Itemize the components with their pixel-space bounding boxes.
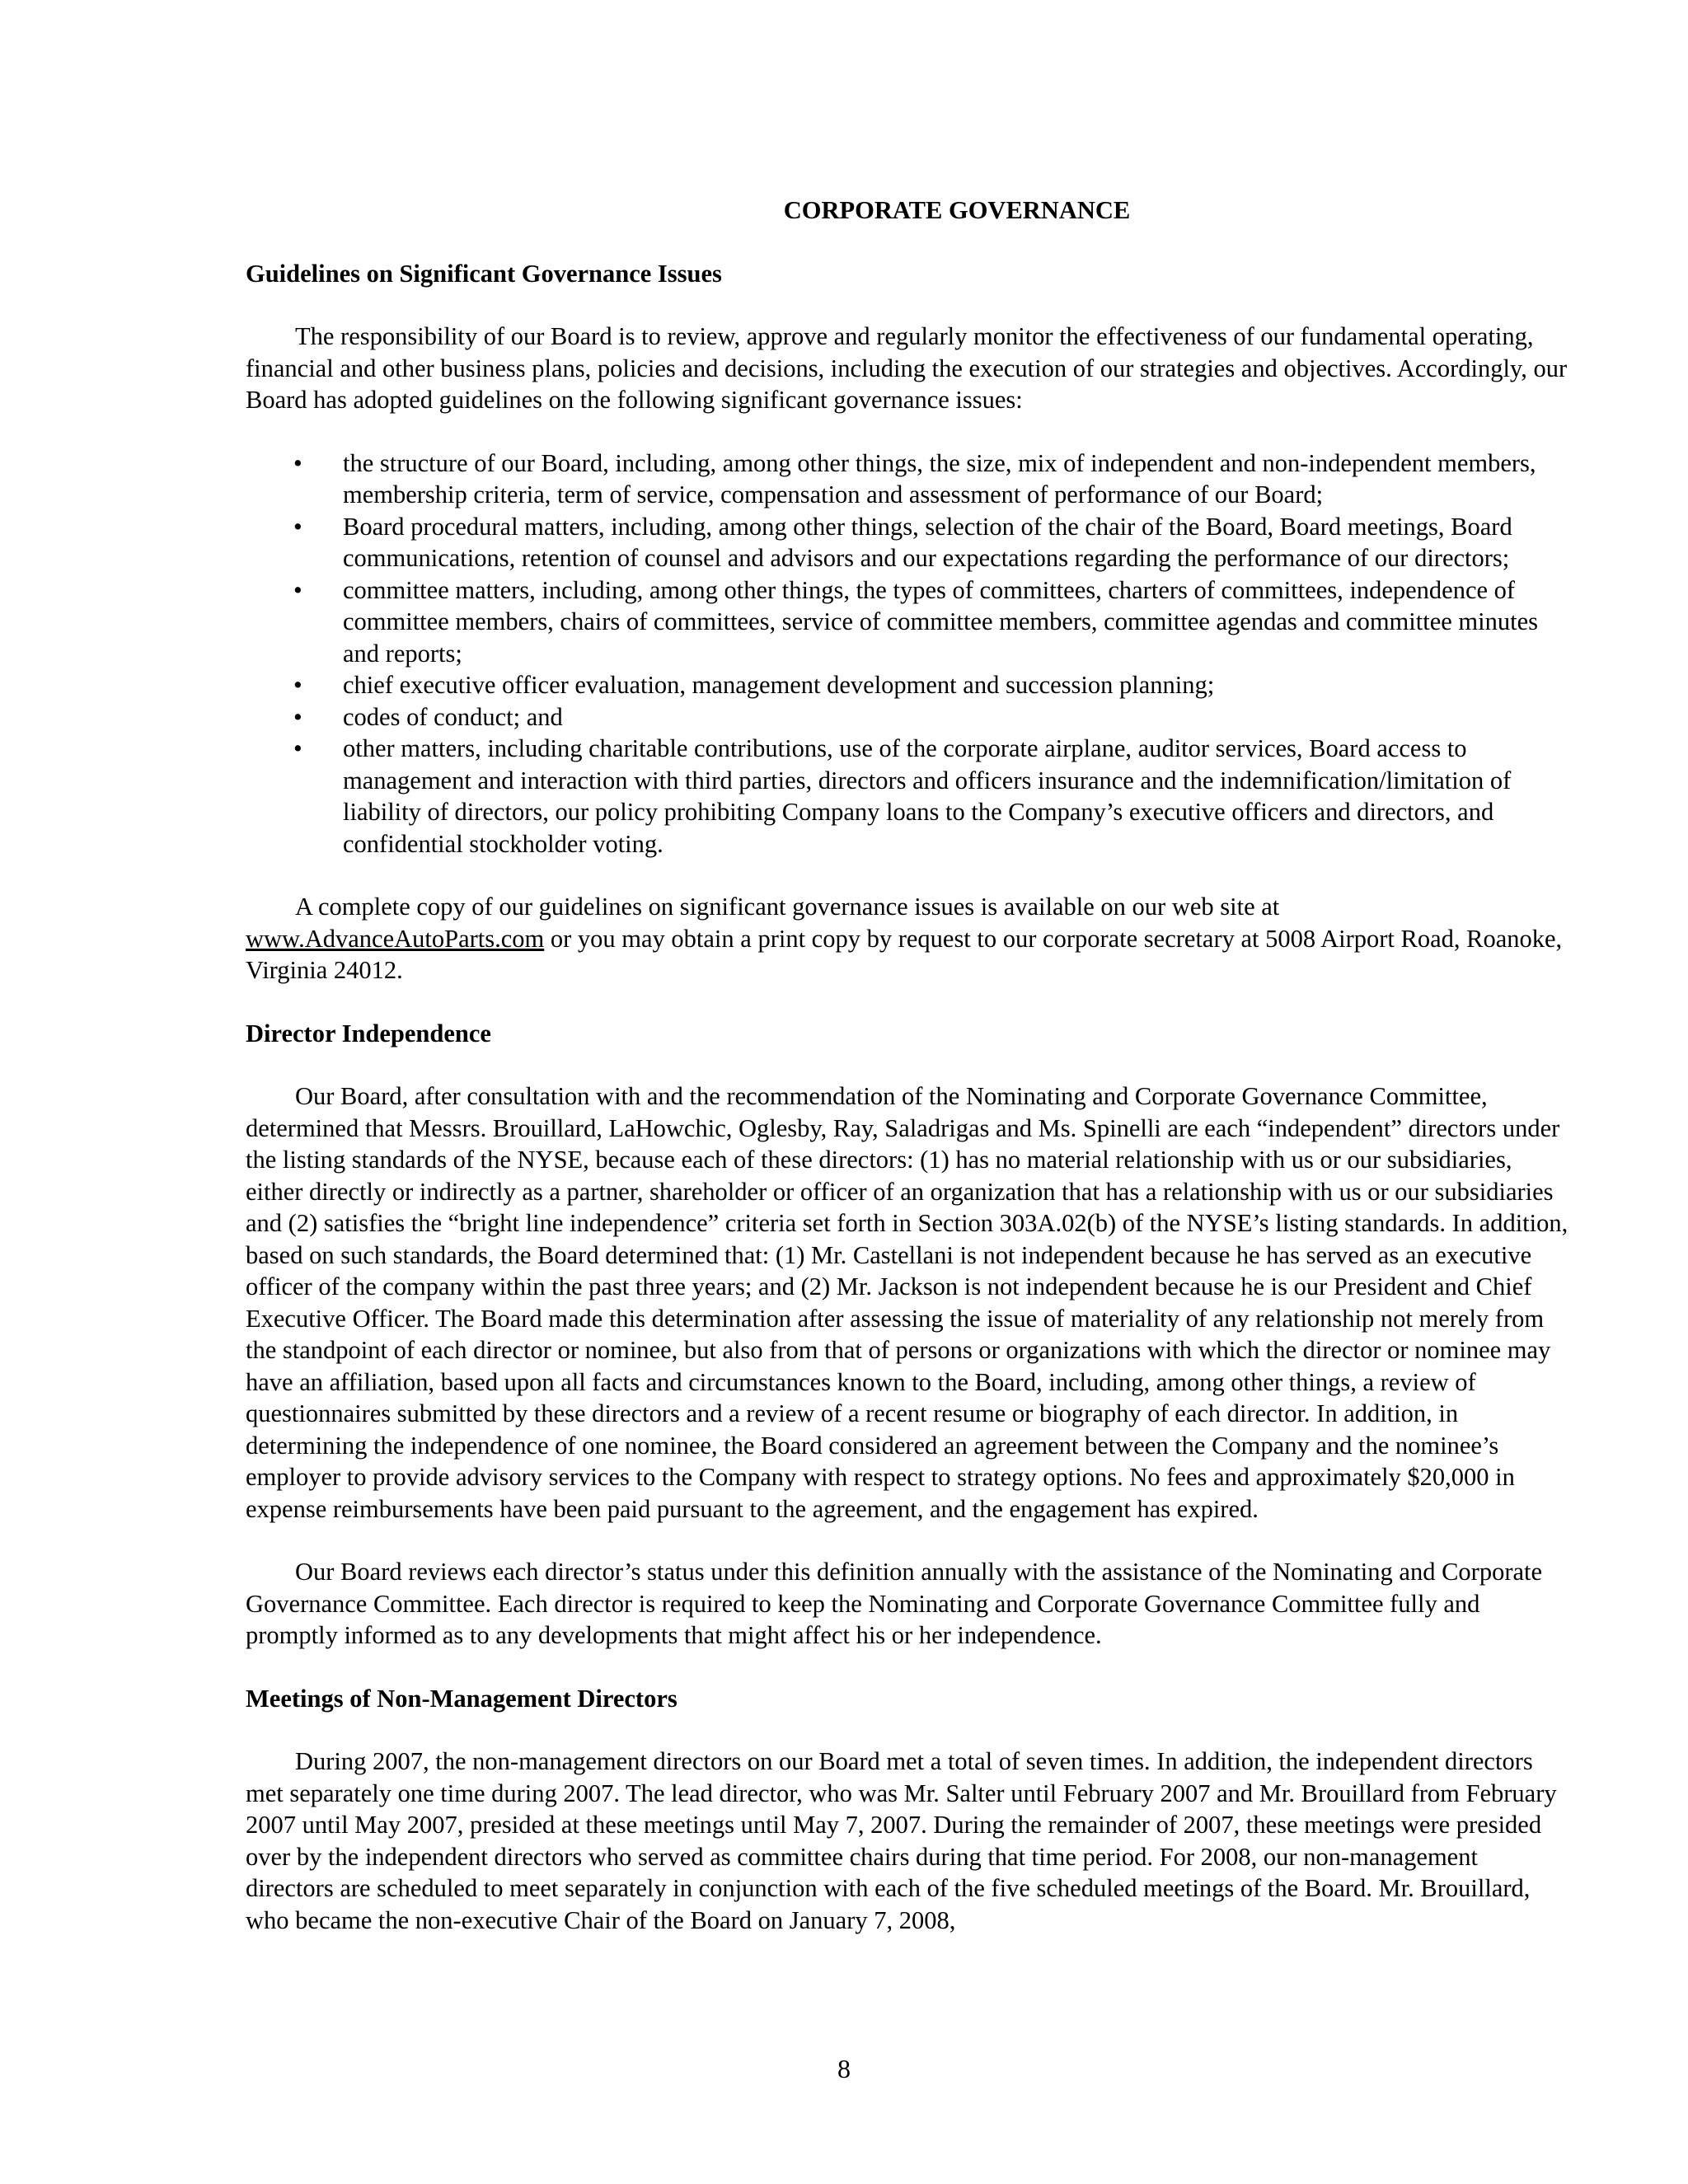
- section-heading-meetings: Meetings of Non-Management Directors: [246, 1684, 678, 1713]
- guidelines-copy-paragraph: [246, 891, 1569, 987]
- copy-suffix-text: or you may obtain a print copy by request to our corporate secretary at 5008 Airport Road, Roanoke, Virginia 24012.: [246, 924, 1563, 984]
- section-heading-independence: Director Independence: [246, 1019, 491, 1047]
- page-title: CORPORATE GOVERNANCE: [783, 196, 1131, 224]
- bullet-icon: •: [293, 512, 302, 541]
- bullet-icon: •: [293, 671, 302, 699]
- list-item-text: Board procedural matters, including, among other things, selection of the chair of the Board, Board meetings, Board communications, retention of counsel and advisors and our expectations regarding the performance of our directors;: [343, 512, 1512, 572]
- list-item-text: the structure of our Board, including, among other things, the size, mix of independent and non-independent members, membership criteria, term of service, compensation and assessment of performance of our Board;: [343, 448, 1536, 509]
- list-item: [246, 733, 1569, 860]
- bullet-icon: •: [293, 575, 302, 604]
- independence-paragraph-2: Our Board reviews each director’s status under this definition annually with the assistance of the Nominating and Corporate Governance Committee. Each director is required to keep the Nominating and Corporate Governance Committee fully and promptly informed as to any developments that might affect his or her independence.: [246, 1558, 1543, 1649]
- independence-paragraph-1: Our Board, after consultation with and the recommendation of the Nominating and Corporate Governance Committee, determined that Messrs. Brouillard, LaHowchic, Oglesby, Ray, Saladrigas and Ms. Spinelli are each “independent” directors under the listing standards of the NYSE, because each of these directors: (1) has no material relationship with us or our subsidiaries, either directly or indirectly as a partner, shareholder or officer of an organization that has a relationship with us or our subsidiaries and (2) satisfies the “bright line independence” criteria set forth in Section 303A.02(b) of the NYSE’s listing standards. In addition, based on such standards, the Board determined that: (1) Mr. Castellani is not independent because he has served as an executive officer of the company within the past three years; and (2) Mr. Jackson is not independent because he is our President and Chief Executive Officer. The Board made this determination after assessing the issue of materiality of any relationship not merely from the standpoint of each director or nominee, but also from that of persons or organizations with which the director or nominee may have an affiliation, based upon all facts and circumstances known to the Board, including, among other things, a review of questionnaires submitted by these directors and a review of a recent resume or biography of each director. In addition, in determining the independence of one nominee, the Board considered an agreement between the Company and the nominee’s employer to provide advisory services to the Company with respect to strategy options. No fees and approximately $20,000 in expense reimbursements have been paid pursuant to the agreement, and the engagement has expired.: [246, 1082, 1568, 1523]
- guidelines-intro-paragraph: The responsibility of our Board is to review, approve and regularly monitor the effectiveness of our fundamental operating, financial and other business plans, policies and decisions, including the execution of our strategies and objectives. Accordingly, our Board has adopted guidelines on the following significant governance issues:: [246, 322, 1568, 414]
- document-page: [246, 194, 1569, 1967]
- bullet-icon: •: [293, 702, 302, 731]
- list-item: [246, 448, 1569, 511]
- page-number: 8: [837, 2054, 851, 2083]
- list-item: [246, 574, 1569, 670]
- list-item: [246, 511, 1569, 574]
- list-item: [246, 669, 1569, 701]
- guidelines-bullet-list: [246, 448, 1569, 860]
- bullet-icon: •: [293, 734, 302, 762]
- list-item: [246, 701, 1569, 733]
- list-item-text: chief executive officer evaluation, management development and succession planning;: [343, 671, 1215, 699]
- list-item-text: committee matters, including, among other things, the types of committees, charters of committees, independence of committee members, chairs of committees, service of committee members, committee agendas and committee minutes and reports;: [343, 575, 1538, 668]
- list-item-text: codes of conduct; and: [343, 702, 563, 731]
- section-heading-guidelines: Guidelines on Significant Governance Issues: [246, 259, 722, 288]
- meetings-paragraph-1: During 2007, the non-management directors on our Board met a total of seven times. In addition, the independent directors met separately one time during 2007. The lead director, who was Mr. Salter until February 2007 and Mr. Brouillard from February 2007 until May 2007, presided at these meetings until May 7, 2007. During the remainder of 2007, these meetings were presided over by the independent directors who served as committee chairs during that time period. For 2008, our non-management directors are scheduled to meet separately in conjunction with each of the five scheduled meetings of the Board. Mr. Brouillard, who became the non-executive Chair of the Board on January 7, 2008,: [246, 1747, 1557, 1934]
- copy-prefix-text: A complete copy of our guidelines on significant governance issues is available on our web site at: [295, 893, 1280, 921]
- bullet-icon: •: [293, 448, 302, 477]
- list-item-text: other matters, including charitable contributions, use of the corporate airplane, auditor services, Board access to management and interaction with third parties, directors and officers insurance and the indemnification/limitation of liability of directors, our policy prohibiting Company loans to the Company’s executive officers and directors, and confidential stockholder voting.: [343, 734, 1512, 858]
- website-link[interactable]: www.AdvanceAutoParts.com: [246, 924, 545, 953]
